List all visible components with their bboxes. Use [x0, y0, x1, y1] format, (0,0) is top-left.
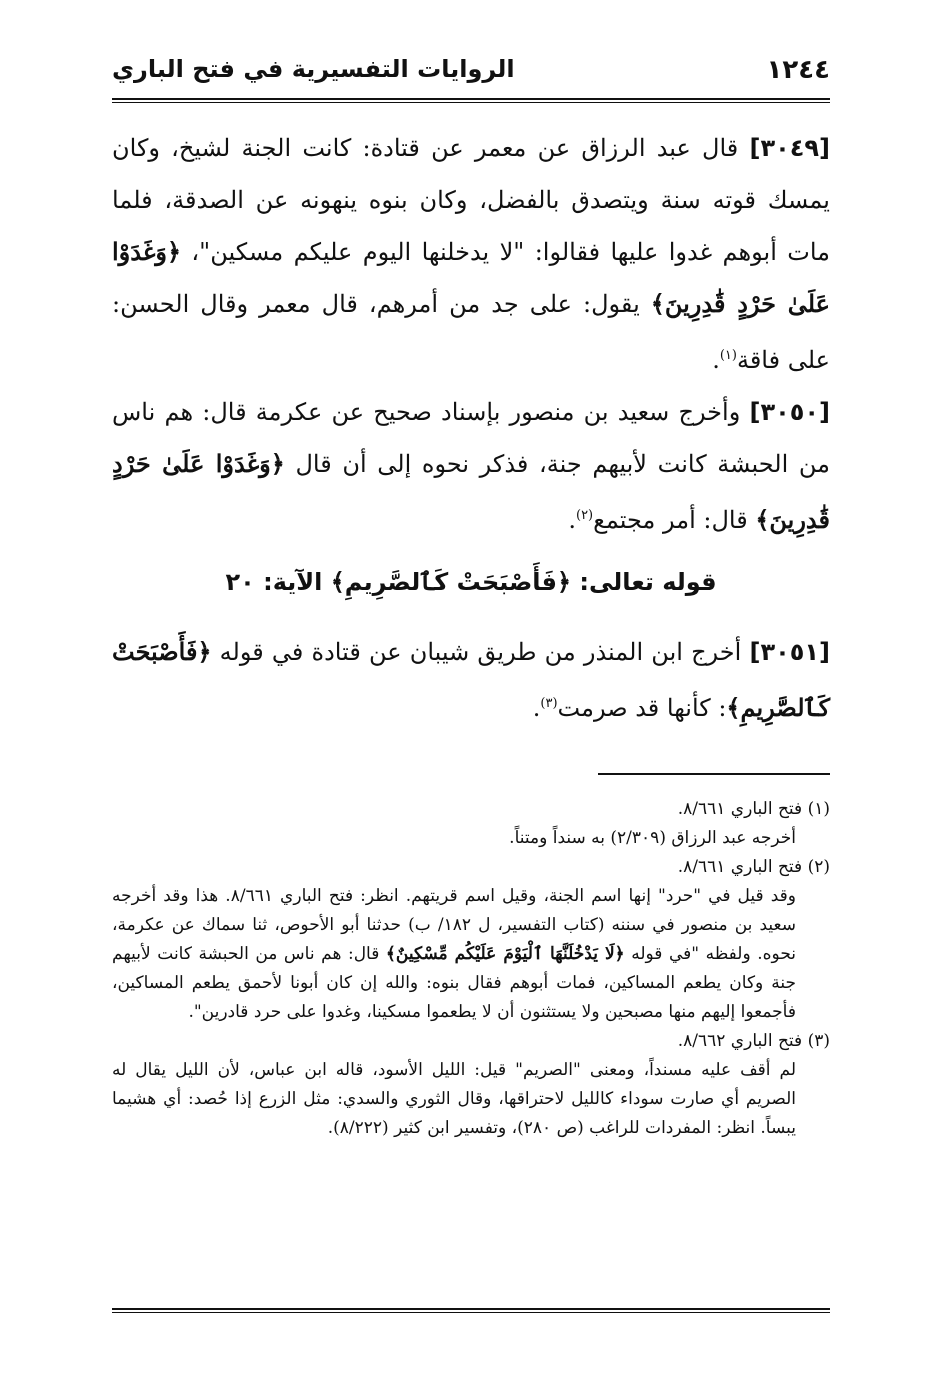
footnote-text: قال: هم ناس من الحبشة كانت لأبيهم جنة وكان يطعم المساكين، فمات أبوهم فقال بنوه: والله إن كان أبونا لأحمق يطعم المساكين، فأجمعوا إليهم منها مصبحين ولا يستثنون أن لا يطعموا مسكينا، وغدوا على حرد قادرين". — [112, 944, 796, 1022]
entry-number: [٣٠٤٩] — [749, 134, 830, 162]
entry-text: وأخرج سعيد بن منصور بإسناد صحيح عن عكرمة قال: هم ناس من الحبشة كانت لأبيهم جنة، فذكر نحوه إلى أن قال — [112, 398, 831, 478]
entry-text: أخرج ابن المنذر من طريق شيبان عن قتادة في قوله — [211, 638, 750, 666]
footer-rule-thin — [112, 1312, 830, 1313]
footnote-body: أخرجه عبد الرزاق (٢/٣٠٩) به سنداً ومتناً. — [509, 828, 796, 848]
footnote-text: وقد قيل في "حرد" إنها اسم الجنة، وقيل اسم قريتهم. انظر: فتح الباري ٨/٦٦١. هذا وقد أخرجه سعيد بن منصور في سننه (كتاب التفسير، ل ١٨٢/ ب) حدثنا أبو الأحوص، ثنا سماك عن عكرمة، نحوه. ولفظه "في قوله — [112, 886, 797, 964]
footnote-body: لم أقف عليه مسنداً، ومعنى "الصريم" قيل: الليل الأسود، قاله ابن عباس، لأن الليل يقال له الصريم أي صارت سوداء كالليل لاحتراقها، وقال الثوري والسدي: مثل الزرع إذا حُصد: أي هشيما يبساً. انظر: المفردات للراغب (ص ٢٨٠)، وتفسير ابن كثير (٨/٢٢٢). — [112, 1060, 796, 1138]
header-rule-thin — [112, 102, 830, 103]
footnote-3 — [112, 1027, 830, 1143]
entry-3050 — [112, 386, 830, 546]
footnotes — [112, 795, 830, 1143]
entry-end: . — [532, 694, 541, 722]
footnote-verse: ﴿لَا يَدْخُلَنَّهَا ٱلْيَوْمَ عَلَيْكُم مِّسْكِينٌ﴾ — [385, 944, 625, 964]
footnote-ref[interactable]: (٣) — [540, 696, 558, 711]
footnote-separator — [598, 773, 830, 775]
entry-text: قال عبد الرزاق عن معمر عن قتادة: كانت الجنة لشيخ، وكان يمسك قوته سنة ويتصدق بالفضل، وكان بنوه ينهونه عن الصدقة، فلما مات أبوهم غدوا عليها فقالوا: "لا يدخلنها اليوم عليكم مسكين"، — [112, 134, 830, 266]
footnote-ref[interactable]: (١) — [719, 348, 737, 363]
footnote-ref[interactable]: (٢) — [575, 508, 594, 523]
footer-rule — [112, 1308, 830, 1310]
quran-verse: ﴿وَغَدَوْا عَلَىٰ حَرْدٍ قَٰدِرِينَ﴾ — [112, 449, 830, 534]
entry-number: [٣٠٥١] — [749, 638, 830, 666]
heading-verse: ﴿فَأَصْبَحَتْ كَٱلصَّرِيمِ﴾ — [330, 568, 572, 596]
footnote-1 — [112, 795, 830, 853]
entry-text: : كأنها قد صرمت — [557, 694, 727, 722]
running-title: الروايات التفسيرية في فتح الباري — [112, 55, 515, 83]
entry-number: [٣٠٥٠] — [749, 398, 830, 426]
page-header — [112, 55, 830, 95]
entry-end: . — [568, 506, 576, 534]
entry-text: قال: أمر مجتمع — [593, 506, 756, 534]
quran-verse: ﴿فَأَصْبَحَتْ كَٱلصَّرِيمِ﴾ — [112, 637, 830, 722]
footnote-head: (٢) فتح الباري ٨/٦٦١. — [677, 857, 830, 877]
header-rule — [112, 98, 830, 100]
footnote-body — [112, 882, 830, 1027]
entry-3051 — [112, 626, 830, 734]
section-heading — [112, 568, 830, 596]
entry-text: يقول: على جد من أمرهم، قال معمر وقال الحسن: على فاقة — [112, 290, 830, 374]
footnote-head: (١) فتح الباري ٨/٦٦١. — [677, 799, 830, 819]
heading-suffix: الآية: ٢٠ — [225, 568, 331, 596]
entry-3049 — [112, 122, 830, 386]
page-number: ١٢٤٤ — [766, 55, 830, 85]
quran-verse: ﴿وَغَدَوْا عَلَىٰ حَرْدٍ قَٰدِرِينَ﴾ — [112, 237, 830, 318]
footnote-head: (٣) فتح الباري ٨/٦٦٢. — [677, 1031, 830, 1051]
heading-prefix: قوله تعالى: — [571, 568, 717, 596]
entry-end: . — [712, 346, 720, 374]
footnote-2 — [112, 853, 830, 1027]
